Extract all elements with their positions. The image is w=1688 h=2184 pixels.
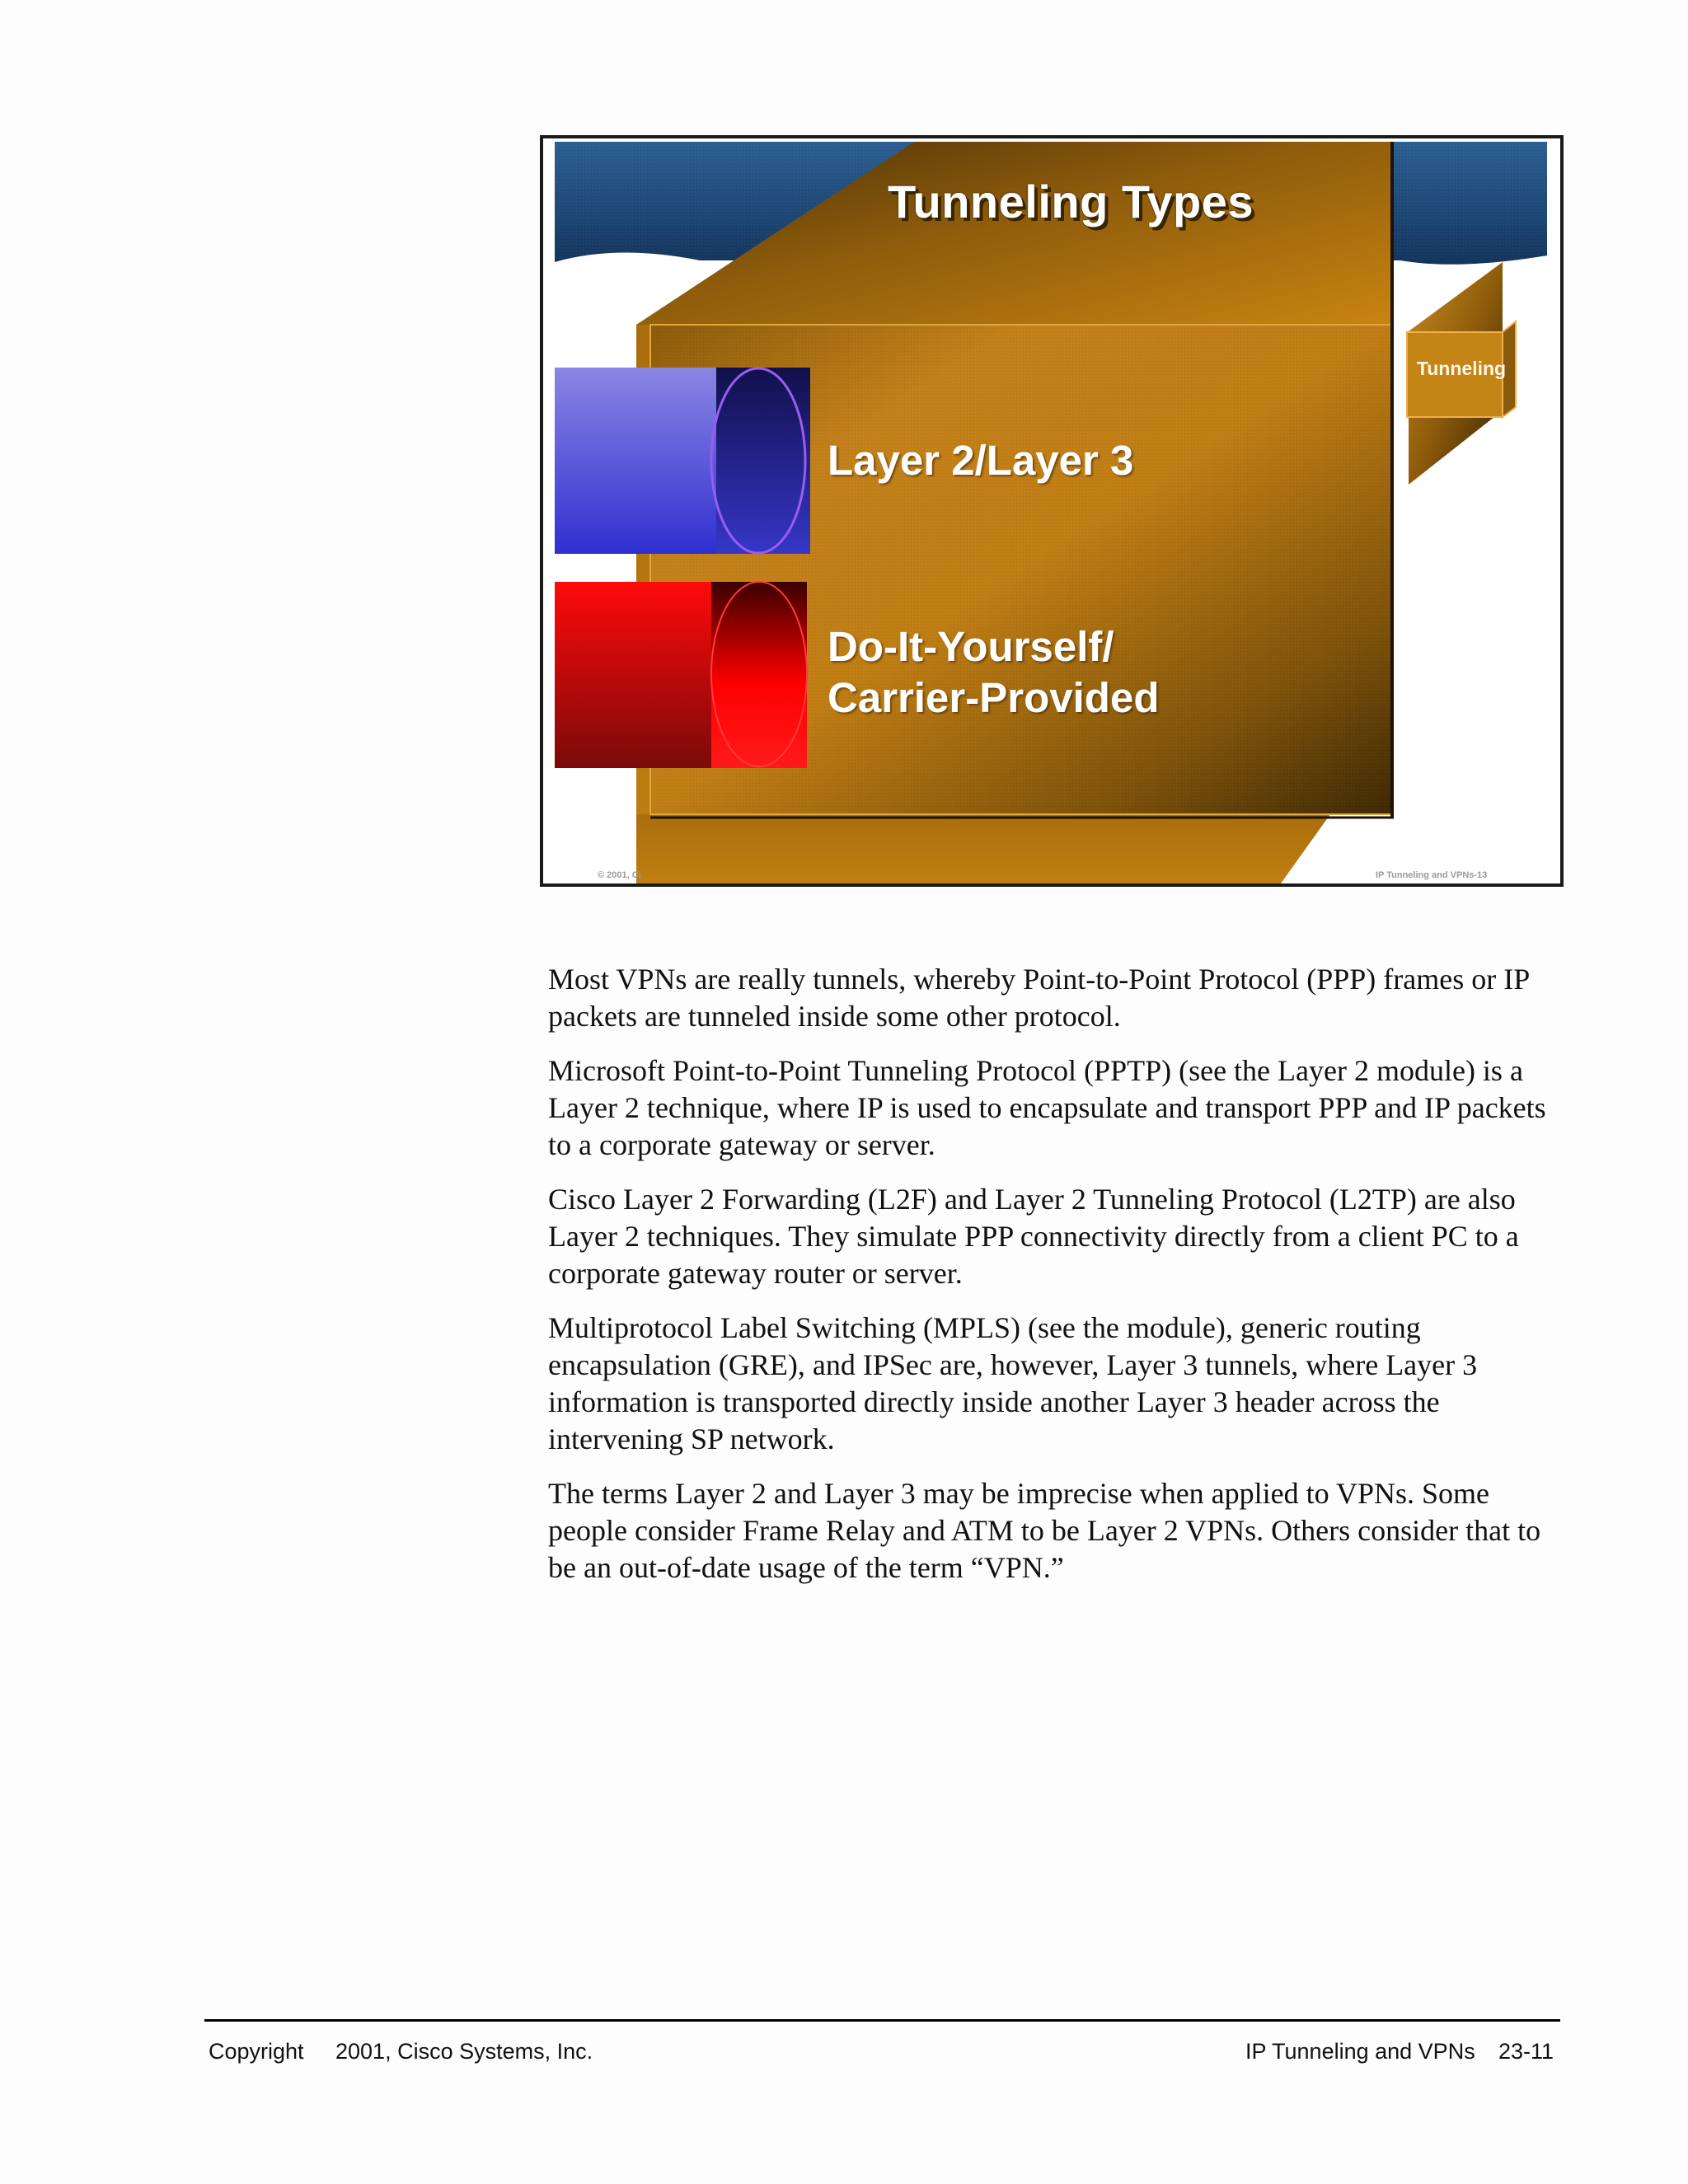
slide-footer-copyright: © 2001, Ci xyxy=(598,870,641,880)
slide-image xyxy=(540,135,1564,887)
side-tab-label: Tunneling xyxy=(1416,357,1507,379)
slide-title: Tunneling Types xyxy=(887,176,1254,227)
footer-copyright-text: 2001, Cisco Systems, Inc. xyxy=(335,2039,593,2064)
slide-item-label: Layer 2/Layer 3 xyxy=(828,437,1134,484)
slide-item-label-line1: Do-It-Yourself/ xyxy=(828,623,1114,670)
footer-divider xyxy=(204,2019,1560,2022)
footer-page-number: 23-11 xyxy=(1498,2039,1554,2064)
slide-footer-number: IP Tunneling and VPNs-13 xyxy=(1376,870,1488,880)
footer-copyright-label: Copyright xyxy=(209,2039,304,2064)
paragraph: Most VPNs are really tunnels, whereby Point-to-Point Protocol (PPP) frames or IP packets are tunneled inside some other protocol. xyxy=(548,963,1529,1033)
paragraph: Microsoft Point-to-Point Tunneling Protocol (PPTP) (see the Layer 2 module) is a Layer 2 technique, where IP is used to encapsulate and transport PPP and IP packets to a corporate gateway or server. xyxy=(548,1054,1546,1161)
footer-course-title: IP Tunneling and VPNs xyxy=(1245,2039,1475,2064)
slide-background xyxy=(543,138,1560,883)
red-cube xyxy=(555,582,807,768)
body-text xyxy=(548,961,1570,1604)
slide-item-layer xyxy=(828,435,1133,486)
paragraph: Cisco Layer 2 Forwarding (L2F) and Layer 2 Tunneling Protocol (L2TP) are also Layer 2 techniques. They simulate PPP connectivity directly from a client PC to a corporate gateway router or server. xyxy=(548,1183,1519,1290)
slide-item-label-line2: Carrier-Provided xyxy=(828,674,1160,721)
slide-item-provider xyxy=(828,621,1159,724)
paragraph: Multiprotocol Label Switching (MPLS) (see the module), generic routing encapsulation (GRE), and IPSec are, however, Layer 3 tunnels, where Layer 3 information is transported directly inside another Layer 3 header across the intervening SP network. xyxy=(548,1311,1478,1455)
blue-cube xyxy=(555,368,810,554)
paragraph: The terms Layer 2 and Layer 3 may be imprecise when applied to VPNs. Some people consider Frame Relay and ATM to be Layer 2 VPNs. Others consider that to be an out-of-date usage of the term “VPN.” xyxy=(548,1477,1541,1584)
